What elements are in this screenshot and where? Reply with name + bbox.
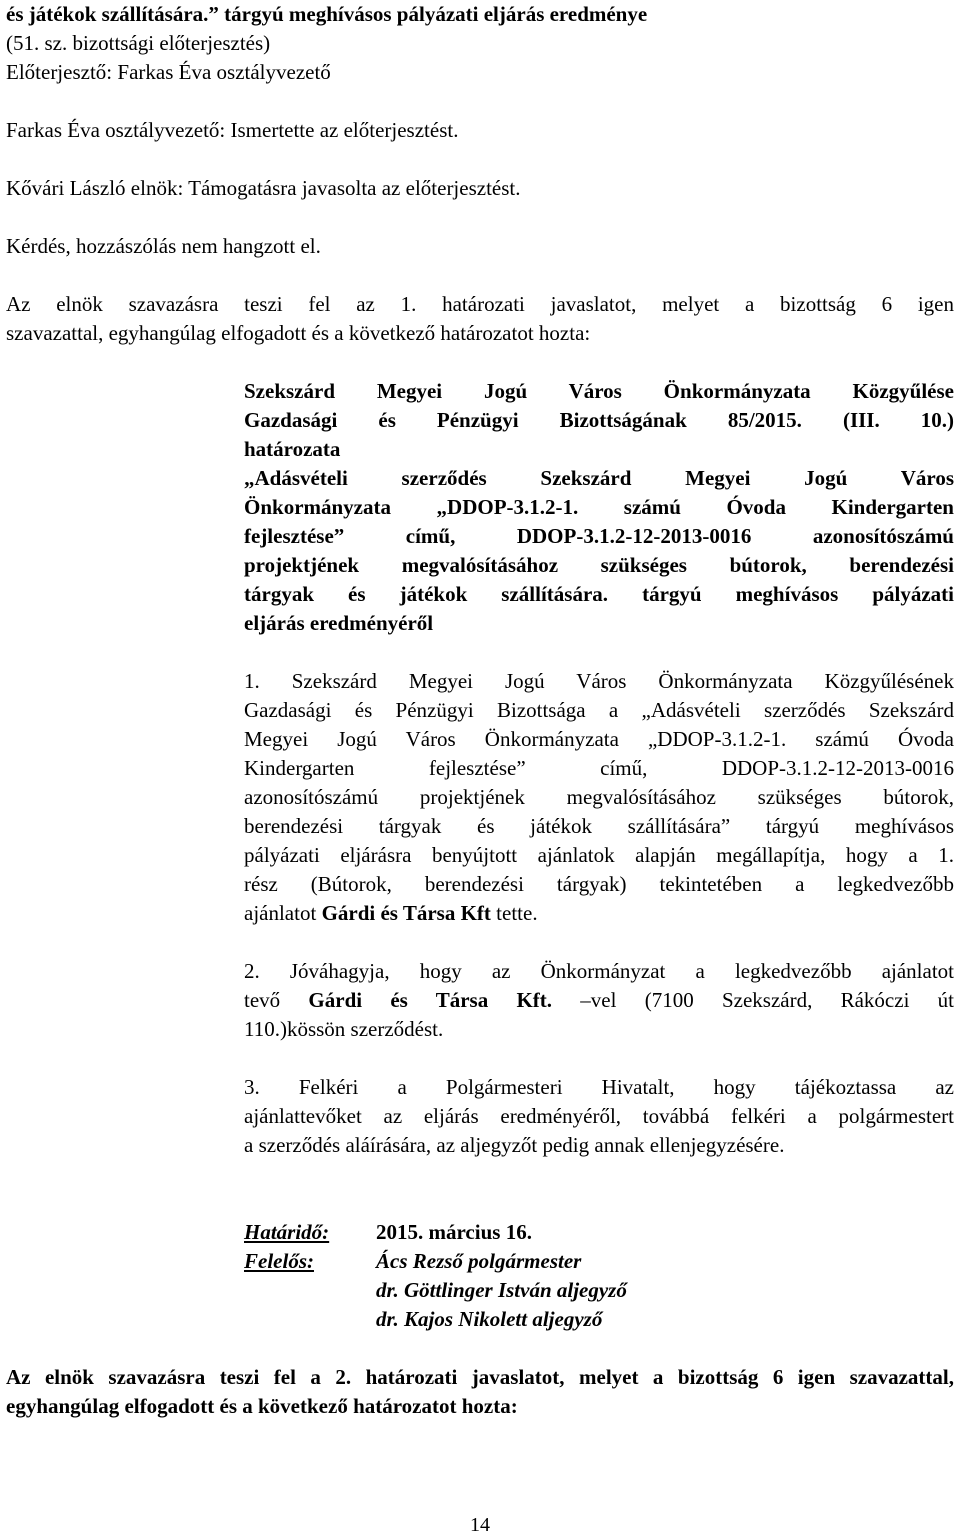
- item-text: ajánlatot: [244, 901, 322, 925]
- spacer: [244, 1276, 376, 1305]
- deadline-row: [244, 1218, 954, 1247]
- item-line: [244, 899, 954, 928]
- speaker-1-name: Farkas Éva osztályvezető:: [6, 118, 226, 142]
- item-line: [244, 986, 954, 1015]
- resolution-item-1: [244, 667, 954, 928]
- item-line: 110.)kössön szerződést.: [244, 1017, 444, 1041]
- item-text: –vel (7100 Szekszárd, Rákóczi út: [552, 988, 954, 1012]
- resolution-item-2: [244, 957, 954, 1044]
- responsible-label: Felelős:: [244, 1249, 314, 1273]
- presenter-line: [6, 58, 954, 87]
- resolution-subject-line: eljárás eredményéről: [244, 611, 434, 635]
- responsible-row: [244, 1276, 954, 1305]
- resolution-title-line: Szekszárd Megyei Jogú Város Önkormányzata Közgyűlése: [244, 379, 954, 403]
- winner-name: Gárdi és Társa Kft.: [308, 988, 553, 1012]
- vote-1-line-1: Az elnök szavazásra teszi fel az 1. határozati javaslatot, melyet a bizottság 6 igen: [6, 292, 954, 316]
- item-text: tette.: [490, 901, 538, 925]
- item-line: Gazdasági és Pénzügyi Bizottsága a „Adásvételi szerződés Szekszárd: [244, 698, 954, 722]
- resolution-subject-line: projektjének megvalósításához szükséges bútorok, berendezési: [244, 553, 954, 577]
- spacer: [244, 1305, 376, 1334]
- previous-subject-line: és játékok szállítására.” tárgyú meghívásos pályázati eljárás eredménye: [6, 2, 648, 26]
- vote-2-line-1: Az elnök szavazásra teszi fel a 2. határozati javaslatot, melyet a bizottság 6 igen szavazattal,: [6, 1365, 954, 1389]
- resolution-subject-line: Önkormányzata „DDOP-3.1.2-1. számú Óvoda Kindergarten: [244, 495, 954, 519]
- speaker-2: [6, 174, 954, 203]
- item-line: a szerződés aláírására, az aljegyzőt pedig annak ellenjegyzésére.: [244, 1133, 785, 1157]
- item-line: rész (Bútorok, berendezési tárgyak) tekintetében a legkedvezőbb: [244, 872, 954, 896]
- speaker-2-name: Kővári László elnök:: [6, 176, 184, 200]
- presenter-label: Előterjesztő:: [6, 60, 113, 84]
- responsible-name: dr. Kajos Nikolett aljegyző: [376, 1307, 603, 1331]
- item-line: Megyei Jogú Város Önkormányzata „DDOP-3.1.2-1. számú Óvoda: [244, 727, 954, 751]
- item-line: 3. Felkéri a Polgármesteri Hivatalt, hogy tájékoztassa az: [244, 1075, 954, 1099]
- item-line: 1. Szekszárd Megyei Jogú Város Önkormányzata Közgyűlésének: [244, 669, 954, 693]
- resolution-block: [244, 377, 954, 638]
- vote-2-line-2: egyhangúlag elfogadott és a következő határozatot hozta:: [6, 1394, 518, 1418]
- vote-1-line-2: szavazattal, egyhangúlag elfogadott és a következő határozatot hozta:: [6, 321, 591, 345]
- proposal-number: (51. sz. bizottsági előterjesztés): [6, 31, 271, 55]
- question-line: Kérdés, hozzászólás nem hangzott el.: [6, 234, 321, 258]
- resolution-item-3: [244, 1073, 954, 1160]
- responsible-name: Ács Rezső polgármester: [376, 1249, 582, 1273]
- resolution-subject-line: fejlesztése” című, DDOP-3.1.2-12-2013-0016 azonosítószámú: [244, 524, 954, 548]
- item-line: ajánlattevőket az eljárás eredményéről, továbbá felkéri a polgármestert: [244, 1104, 954, 1128]
- speaker-1-text: Ismertette az előterjesztést.: [225, 118, 459, 142]
- resolution-subject-line: „Adásvételi szerződés Szekszárd Megyei Jogú Város: [244, 466, 954, 490]
- responsible-row: [244, 1247, 954, 1276]
- speaker-2-text: Támogatásra javasolta az előterjesztést.: [183, 176, 521, 200]
- item-line: berendezési tárgyak és játékok szállítására” tárgyú meghívásos: [244, 814, 954, 838]
- resolution-title-line: határozata: [244, 437, 341, 461]
- deadline-label: Határidő:: [244, 1220, 330, 1244]
- item-line: azonosítószámú projektjének megvalósításához szükséges bútorok,: [244, 785, 954, 809]
- item-line: Kindergarten fejlesztése” című, DDOP-3.1.2-12-2013-0016: [244, 756, 954, 780]
- resolution-subject-line: tárgyak és játékok szállítására. tárgyú meghívásos pályázati: [244, 582, 954, 606]
- presenter-value: Farkas Éva osztályvezető: [112, 60, 331, 84]
- winner-name: Gárdi és Társa Kft: [321, 901, 491, 925]
- page-number: 14: [470, 1514, 490, 1536]
- deadline-value: 2015. március 16.: [376, 1220, 532, 1244]
- resolution-title-line: Gazdasági és Pénzügyi Bizottságának 85/2015. (III. 10.): [244, 408, 954, 432]
- responsible-name: dr. Göttlinger István aljegyző: [376, 1278, 627, 1302]
- item-line: 2. Jóváhagyja, hogy az Önkormányzat a legkedvezőbb ajánlatot: [244, 959, 954, 983]
- speaker-1: [6, 116, 954, 145]
- item-text: tevő: [244, 988, 309, 1012]
- deadline-block: [6, 1218, 954, 1334]
- responsible-row: [244, 1305, 954, 1334]
- item-line: pályázati eljárásra benyújtott ajánlatok alapján megállapítja, hogy a 1.: [244, 843, 954, 867]
